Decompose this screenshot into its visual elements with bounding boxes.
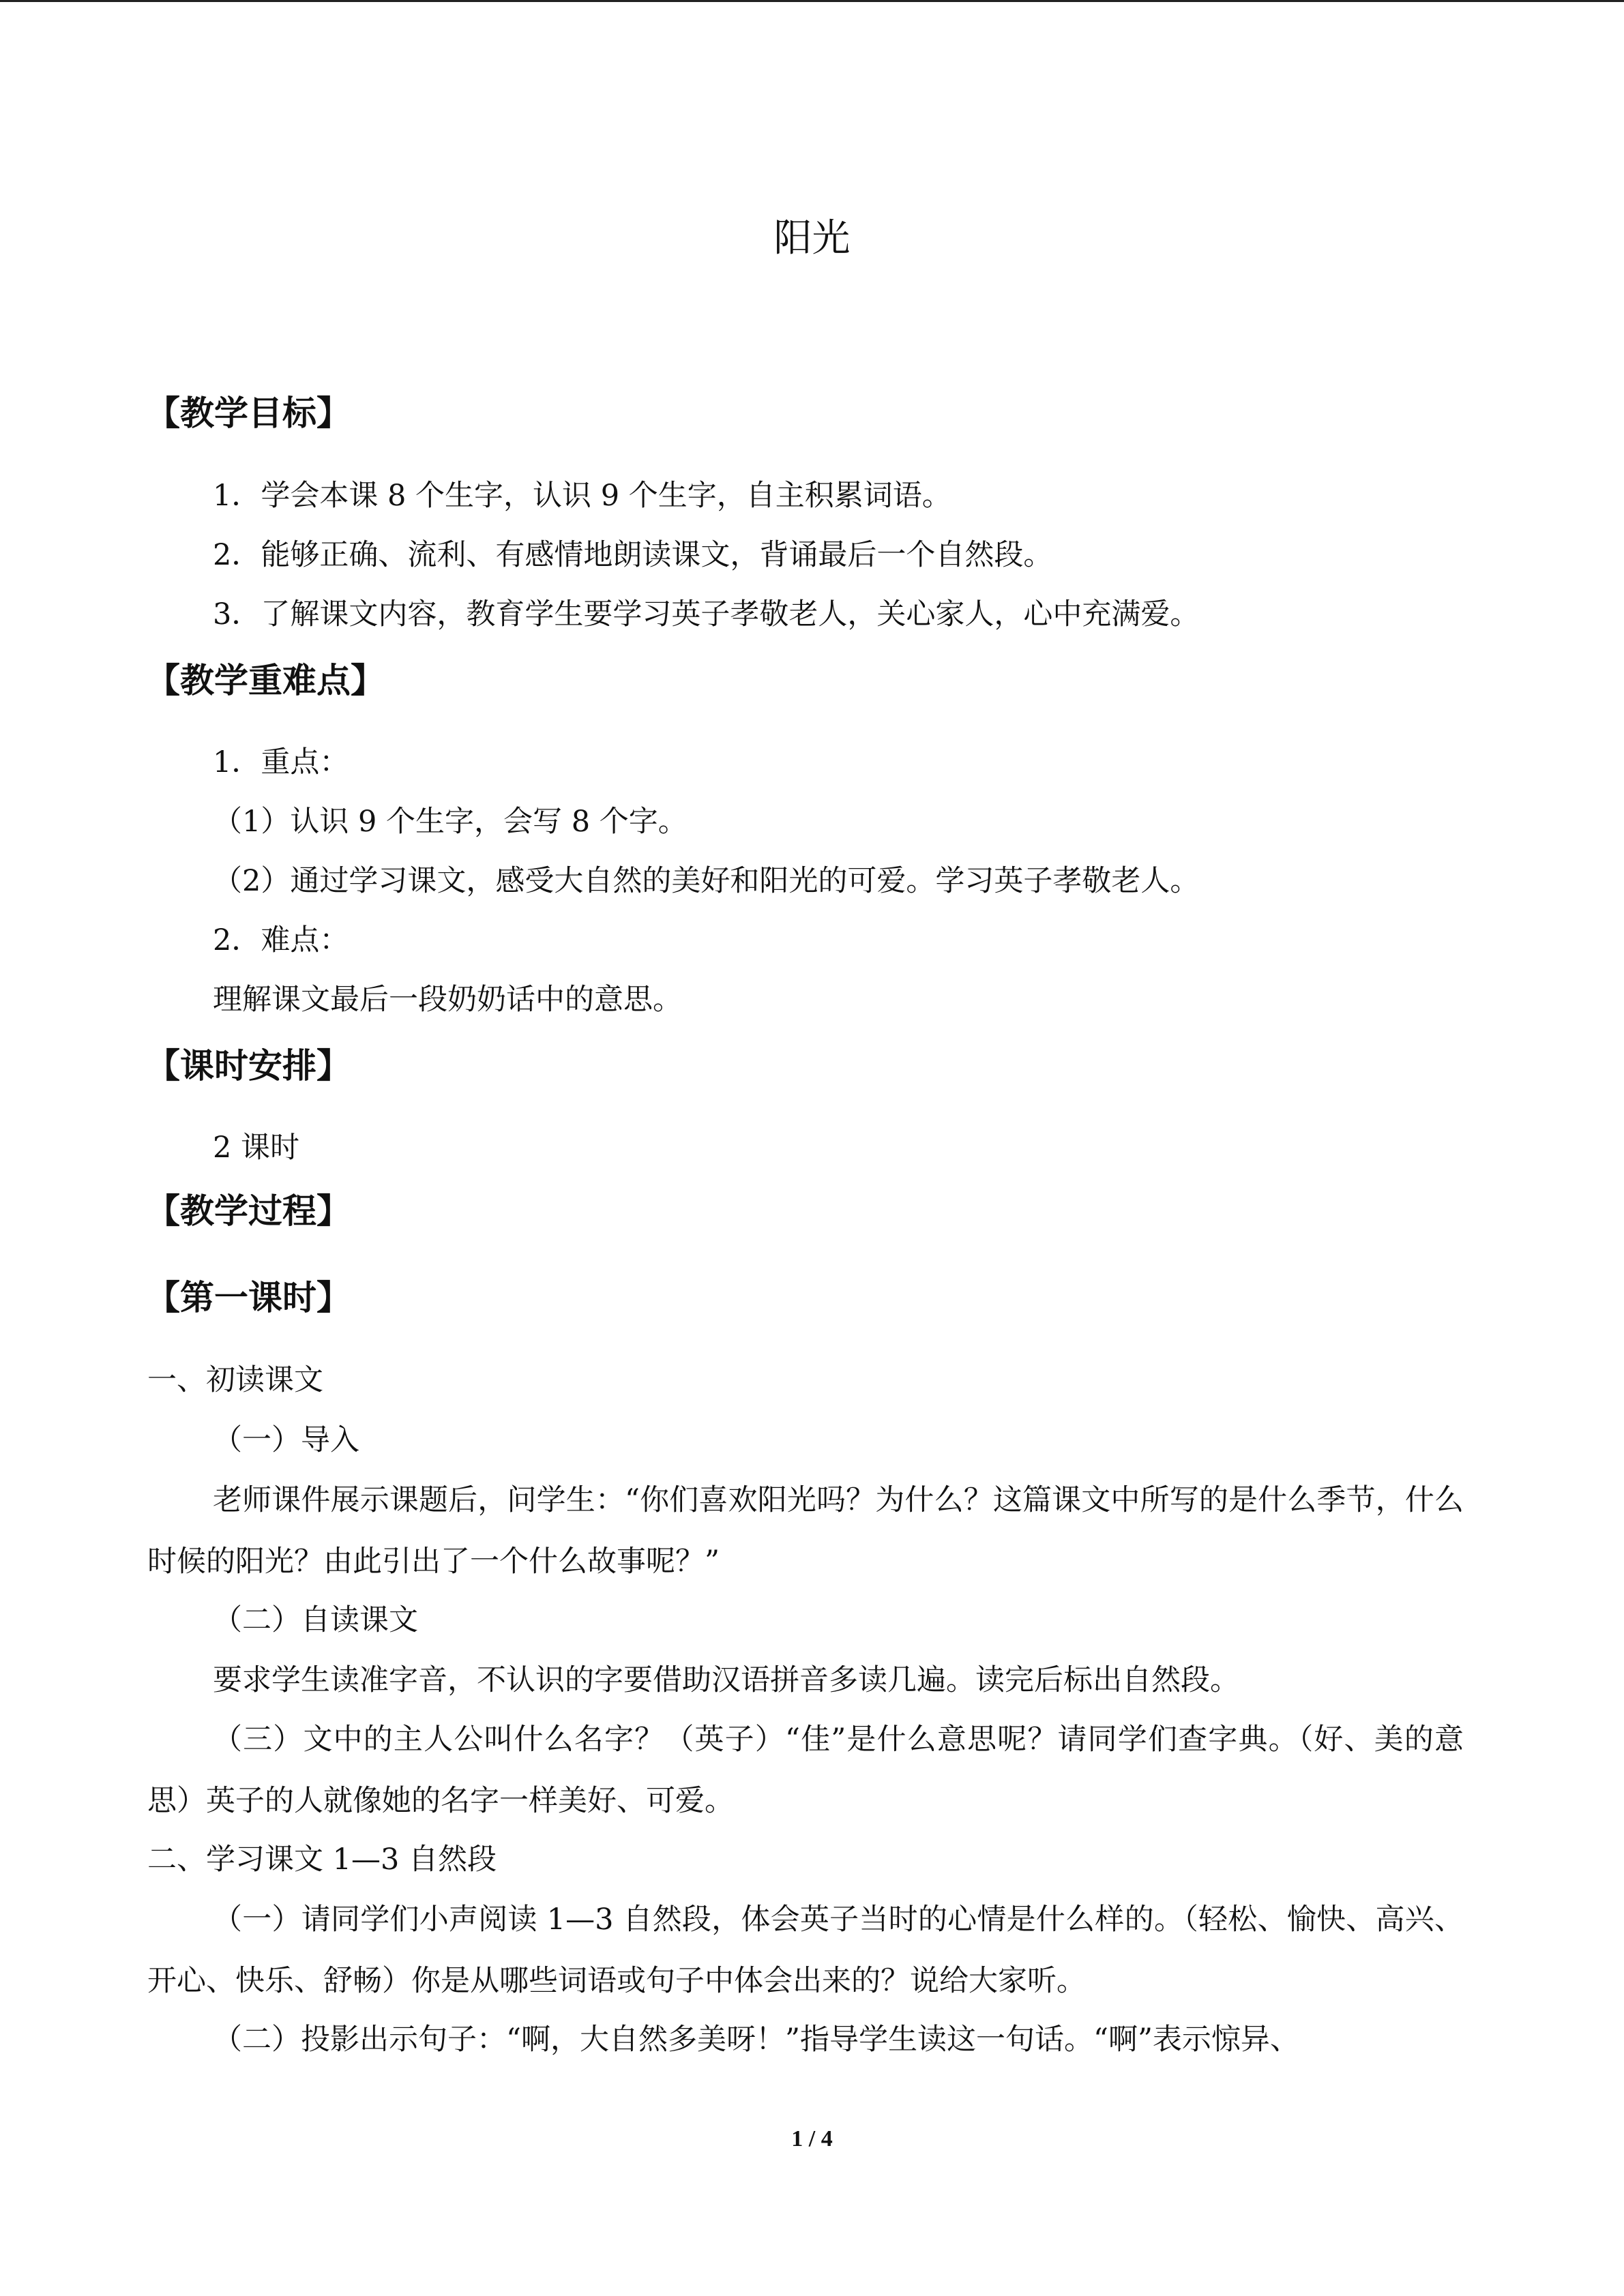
heading-schedule: 【课时安排】 bbox=[146, 1046, 351, 1086]
part1-subheading-intro: （一）导入 bbox=[213, 1423, 359, 1457]
part2-paragraph-2: （二）投影出示句子：“啊，大自然多美呀！”指导学生读这一句话。“啊”表示惊异、 bbox=[213, 2023, 1299, 2057]
objective-item-3: 3．了解课文内容，教育学生要学习英子孝敬老人，关心家人，心中充满爱。 bbox=[213, 597, 1200, 631]
objective-item-1: 1．学会本课 8 个生字，认识 9 个生字，自主积累词语。 bbox=[213, 479, 951, 513]
page-number: 1 / 4 bbox=[791, 2126, 833, 2151]
heading-key-difficult-points: 【教学重难点】 bbox=[146, 661, 385, 700]
key-point-2: （2）通过学习课文，感受大自然的美好和阳光的可爱。学习英子孝敬老人。 bbox=[213, 864, 1200, 898]
part1-title: 一、初读课文 bbox=[147, 1363, 323, 1397]
part1-paragraph-self-read: 要求学生读准字音，不认识的字要借助汉语拼音多读几遍。读完后标出自然段。 bbox=[213, 1663, 1239, 1697]
key-point-1: （1）认识 9 个生字，会写 8 个字。 bbox=[213, 805, 688, 839]
heading-teaching-objectives: 【教学目标】 bbox=[146, 393, 351, 433]
objective-item-2: 2．能够正确、流利、有感情地朗读课文，背诵最后一个自然段。 bbox=[213, 538, 1053, 572]
difficult-point-1: 理解课文最后一段奶奶话中的意思。 bbox=[213, 983, 682, 1017]
part1-subheading-self-read: （二）自读课文 bbox=[213, 1603, 418, 1637]
part1-paragraph-intro: 老师课件展示课题后，问学生：“你们喜欢阳光吗？为什么？这篇课文中所写的是什么季节，什么时候的阳光？由此引出了一个什么故事呢？” bbox=[147, 1483, 1464, 1579]
part1-paragraph-protagonist: （三）文中的主人公叫什么名字？（英子）“佳”是什么意思呢？请同学们查字典。（好、美的意思）英子的人就像她的名字一样美好、可爱。 bbox=[147, 1723, 1464, 1818]
heading-first-lesson: 【第一课时】 bbox=[146, 1278, 351, 1317]
document-title: 阳光 bbox=[773, 216, 851, 260]
part2-title: 二、学习课文 1—3 自然段 bbox=[147, 1843, 497, 1877]
part2-paragraph-1: （一）请同学们小声阅读 1—3 自然段，体会英子当时的心情是什么样的。（轻松、愉快、高兴、开心、快乐、舒畅）你是从哪些词语或句子中体会出来的？说给大家听。 bbox=[147, 1903, 1464, 1998]
heading-teaching-process: 【教学过程】 bbox=[146, 1191, 351, 1231]
schedule-text: 2 课时 bbox=[213, 1131, 300, 1165]
key-point-label: 1．重点： bbox=[213, 745, 349, 779]
difficult-point-label: 2．难点： bbox=[213, 923, 349, 957]
